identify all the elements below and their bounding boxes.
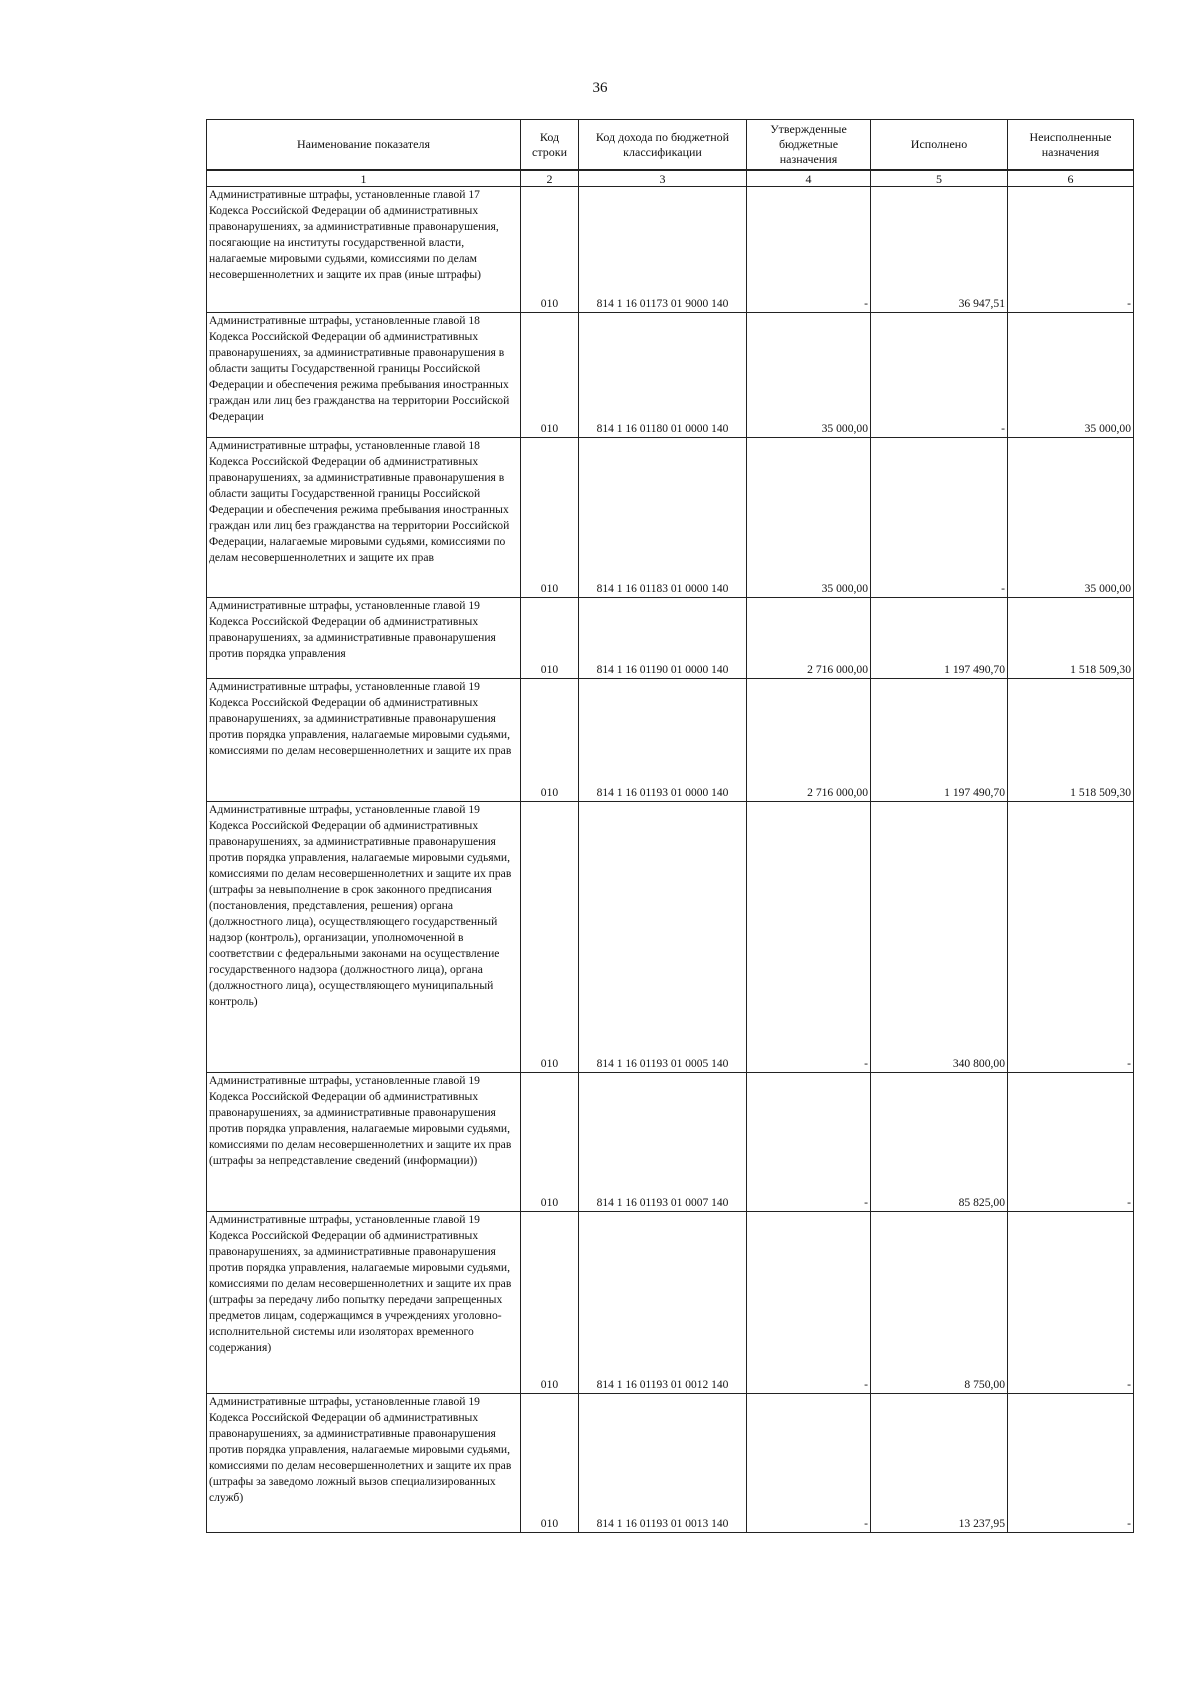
column-number-row xyxy=(207,170,1134,187)
indicator-name: Административные штрафы, установленные главой 19 Кодекса Российской Федерации об административных правонарушениях, за административные правонарушения против порядка управления, налагаемые мировыми судьями, комиссиями по делам несовершеннолетних и защите их прав xyxy=(207,679,521,802)
budget-code: 814 1 16 01183 01 0000 140 xyxy=(579,438,747,598)
budget-code: 814 1 16 01193 01 0000 140 xyxy=(579,679,747,802)
header-indicator-name: Наименование показателя xyxy=(207,120,521,171)
budget-code: 814 1 16 01193 01 0012 140 xyxy=(579,1212,747,1394)
table-row xyxy=(207,679,1134,802)
unexecuted-amount: 35 000,00 xyxy=(1008,438,1134,598)
budget-code: 814 1 16 01173 01 9000 140 xyxy=(579,187,747,313)
budget-code: 814 1 16 01193 01 0013 140 xyxy=(579,1394,747,1533)
table-row xyxy=(207,313,1134,438)
indicator-name: Административные штрафы, установленные главой 17 Кодекса Российской Федерации об административных правонарушениях, за административные правонарушения, посягающие на институты государственной власти, налагаемые мировыми судьями, комиссиями по делам несовершеннолетних и защите их прав (иные штрафы) xyxy=(207,187,521,313)
budget-code: 814 1 16 01193 01 0007 140 xyxy=(579,1073,747,1212)
line-code: 010 xyxy=(521,313,579,438)
executed-amount: 1 197 490,70 xyxy=(871,598,1008,679)
approved-amount: 35 000,00 xyxy=(747,438,871,598)
executed-amount: - xyxy=(871,313,1008,438)
unexecuted-amount: - xyxy=(1008,187,1134,313)
line-code: 010 xyxy=(521,598,579,679)
indicator-name: Административные штрафы, установленные главой 18 Кодекса Российской Федерации об административных правонарушениях, за административные правонарушения в области защиты Государственной границы Российской Федерации и обеспечения режима пребывания иностранных граждан или лиц без гражданства на территории Российской Федерации, налагаемые мировыми судьями, комиссиями по делам несовершеннолетних и защите их прав xyxy=(207,438,521,598)
executed-amount: 13 237,95 xyxy=(871,1394,1008,1533)
approved-amount: - xyxy=(747,1394,871,1533)
approved-amount: 35 000,00 xyxy=(747,313,871,438)
executed-amount: 36 947,51 xyxy=(871,187,1008,313)
approved-amount: - xyxy=(747,802,871,1073)
executed-amount: 340 800,00 xyxy=(871,802,1008,1073)
table-row xyxy=(207,598,1134,679)
unexecuted-amount: - xyxy=(1008,1212,1134,1394)
budget-code: 814 1 16 01193 01 0005 140 xyxy=(579,802,747,1073)
indicator-name: Административные штрафы, установленные главой 19 Кодекса Российской Федерации об административных правонарушениях, за административные правонарушения против порядка управления, налагаемые мировыми судьями, комиссиями по делам несовершеннолетних и защите их прав (штрафы за непредставление сведений (информации)) xyxy=(207,1073,521,1212)
column-number: 6 xyxy=(1008,170,1134,187)
table-row xyxy=(207,187,1134,313)
unexecuted-amount: - xyxy=(1008,802,1134,1073)
unexecuted-amount: 1 518 509,30 xyxy=(1008,598,1134,679)
table-row xyxy=(207,438,1134,598)
line-code: 010 xyxy=(521,187,579,313)
indicator-name: Административные штрафы, установленные главой 18 Кодекса Российской Федерации об административных правонарушениях, за административные правонарушения в области защиты Государственной границы Российской Федерации и обеспечения режима пребывания иностранных граждан или лиц без гражданства на территории Российской Федерации xyxy=(207,313,521,438)
column-number: 4 xyxy=(747,170,871,187)
line-code: 010 xyxy=(521,438,579,598)
executed-amount: 8 750,00 xyxy=(871,1212,1008,1394)
executed-amount: - xyxy=(871,438,1008,598)
approved-amount: 2 716 000,00 xyxy=(747,598,871,679)
line-code: 010 xyxy=(521,1212,579,1394)
unexecuted-amount: 1 518 509,30 xyxy=(1008,679,1134,802)
line-code: 010 xyxy=(521,802,579,1073)
column-number: 3 xyxy=(579,170,747,187)
indicator-name: Административные штрафы, установленные главой 19 Кодекса Российской Федерации об административных правонарушениях, за административные правонарушения против порядка управления, налагаемые мировыми судьями, комиссиями по делам несовершеннолетних и защите их прав (штрафы за заведомо ложный вызов специализированных служб) xyxy=(207,1394,521,1533)
approved-amount: - xyxy=(747,1212,871,1394)
page-number: 36 xyxy=(592,80,608,96)
header-executed: Исполнено xyxy=(871,120,1008,171)
executed-amount: 85 825,00 xyxy=(871,1073,1008,1212)
table-row xyxy=(207,1394,1134,1533)
header-unexecuted: Неисполненные назначения xyxy=(1008,120,1134,171)
header-budget-code: Код дохода по бюджетной классификации xyxy=(579,120,747,171)
indicator-name: Административные штрафы, установленные главой 19 Кодекса Российской Федерации об административных правонарушениях, за административные правонарушения против порядка управления xyxy=(207,598,521,679)
table-row xyxy=(207,802,1134,1073)
approved-amount: 2 716 000,00 xyxy=(747,679,871,802)
table-row xyxy=(207,1212,1134,1394)
line-code: 010 xyxy=(521,1073,579,1212)
header-line-code: Код строки xyxy=(521,120,579,171)
column-number: 1 xyxy=(207,170,521,187)
unexecuted-amount: - xyxy=(1008,1394,1134,1533)
indicator-name: Административные штрафы, установленные главой 19 Кодекса Российской Федерации об административных правонарушениях, за административные правонарушения против порядка управления, налагаемые мировыми судьями, комиссиями по делам несовершеннолетних и защите их прав (штрафы за невыполнение в срок законного предписания (постановления, представления, решения) органа (должностного лица), осуществляющего государственный надзор (контроль), организации, уполномоченной в соответствии с федеральными законами на осуществление государственного надзора (должностного лица), органа (должностного лица), осуществляющего муниципальный контроль) xyxy=(207,802,521,1073)
budget-code: 814 1 16 01190 01 0000 140 xyxy=(579,598,747,679)
budget-execution-table xyxy=(206,119,1134,1533)
unexecuted-amount: - xyxy=(1008,1073,1134,1212)
approved-amount: - xyxy=(747,187,871,313)
column-number: 5 xyxy=(871,170,1008,187)
approved-amount: - xyxy=(747,1073,871,1212)
column-number: 2 xyxy=(521,170,579,187)
table-row xyxy=(207,1073,1134,1212)
indicator-name: Административные штрафы, установленные главой 19 Кодекса Российской Федерации об административных правонарушениях, за административные правонарушения против порядка управления, налагаемые мировыми судьями, комиссиями по делам несовершеннолетних и защите их прав (штрафы за передачу либо попытку передачи запрещенных предметов лицам, содержащимся в учреждениях уголовно-исполнительной системы или изоляторах временного содержания) xyxy=(207,1212,521,1394)
line-code: 010 xyxy=(521,1394,579,1533)
header-approved: Утвержденные бюджетные назначения xyxy=(747,120,871,171)
executed-amount: 1 197 490,70 xyxy=(871,679,1008,802)
budget-code: 814 1 16 01180 01 0000 140 xyxy=(579,313,747,438)
line-code: 010 xyxy=(521,679,579,802)
unexecuted-amount: 35 000,00 xyxy=(1008,313,1134,438)
table-header-row xyxy=(207,120,1134,171)
